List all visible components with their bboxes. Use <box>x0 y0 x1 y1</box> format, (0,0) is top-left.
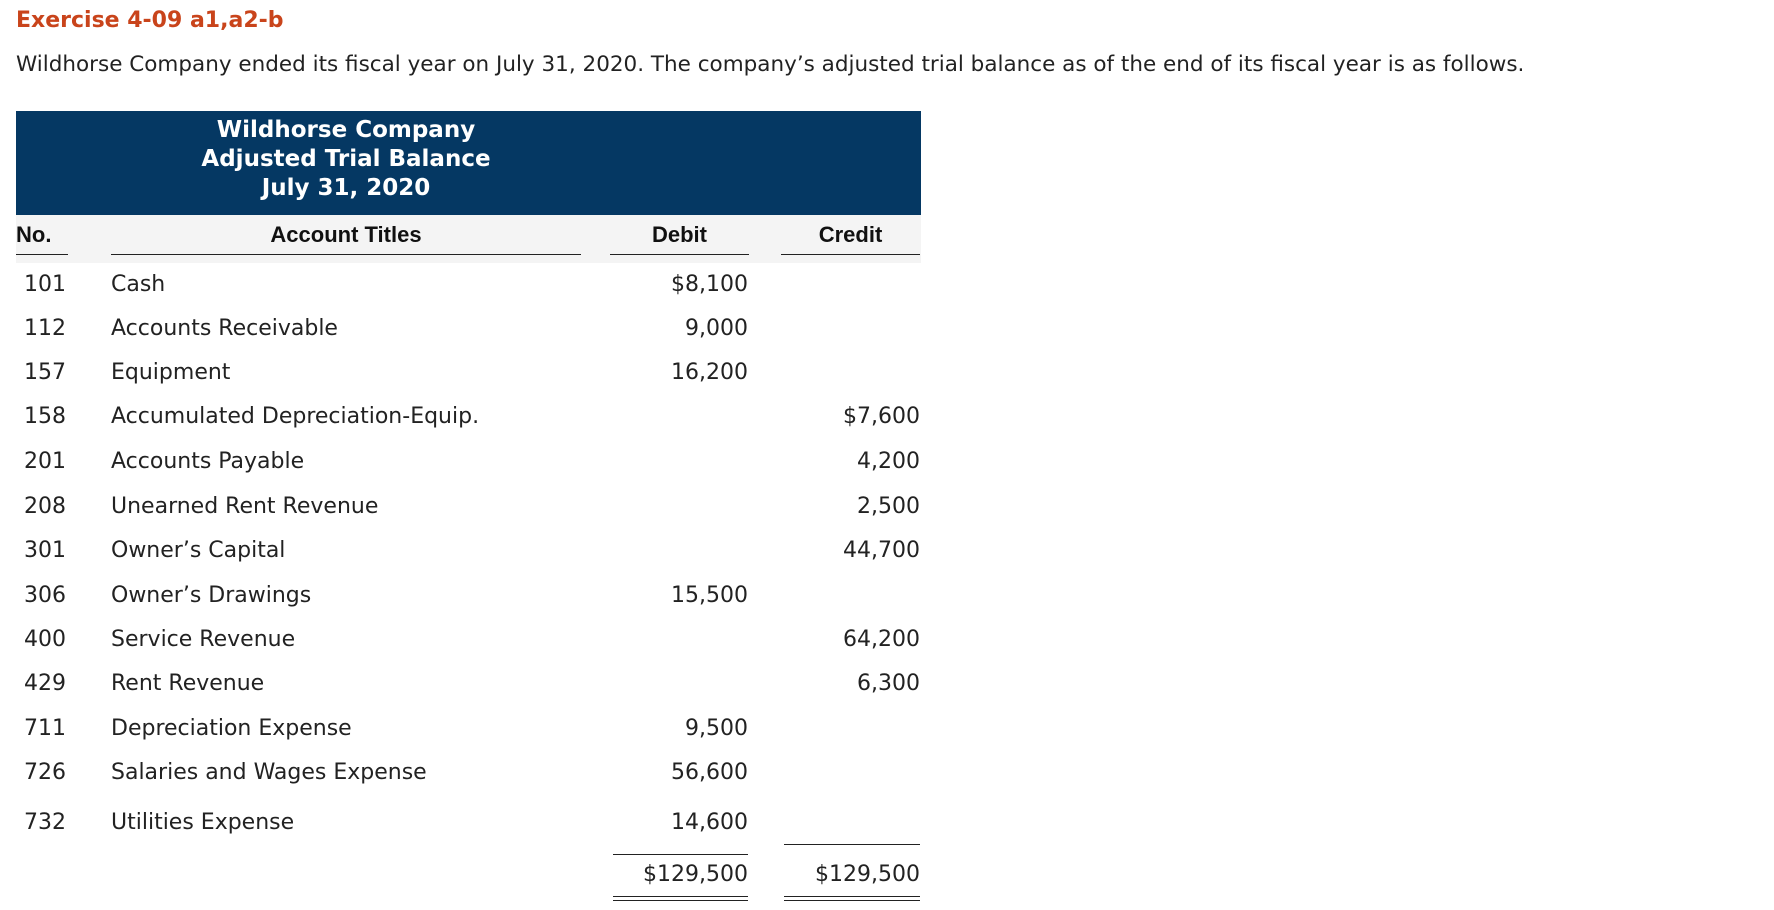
table-row <box>0 360 1000 400</box>
debit-amount: 56,600 <box>671 760 748 785</box>
table-row <box>0 583 1000 623</box>
debit-amount: 16,200 <box>671 360 748 385</box>
account-title: Unearned Rent Revenue <box>111 494 379 519</box>
credit-amount: 44,700 <box>843 538 920 563</box>
credit-amount: 64,200 <box>843 627 920 652</box>
trial-balance-header <box>16 111 921 215</box>
debit-amount: 15,500 <box>671 583 748 608</box>
credit-amount: 4,200 <box>857 449 920 474</box>
table-row <box>0 404 1000 444</box>
table-row <box>0 494 1000 534</box>
account-number: 101 <box>24 272 66 297</box>
column-header-debit: Debit <box>610 222 749 255</box>
account-number: 732 <box>24 810 66 835</box>
account-number: 301 <box>24 538 66 563</box>
account-number: 306 <box>24 583 66 608</box>
account-number: 400 <box>24 627 66 652</box>
table-row <box>0 449 1000 489</box>
account-title: Salaries and Wages Expense <box>111 760 427 785</box>
table-row <box>0 760 1000 800</box>
account-title: Accounts Payable <box>111 449 305 474</box>
account-title: Cash <box>111 272 166 297</box>
table-row <box>0 538 1000 578</box>
credit-amount: $7,600 <box>843 404 920 429</box>
credit-subtotal-rule <box>784 844 920 845</box>
debit-amount: $8,100 <box>671 272 748 297</box>
total-debit: $129,500 <box>643 862 748 887</box>
credit-amount: 2,500 <box>857 494 920 519</box>
debit-amount: 9,500 <box>685 716 748 741</box>
table-row <box>0 272 1000 312</box>
account-number: 112 <box>24 316 66 341</box>
account-title: Owner’s Capital <box>111 538 286 563</box>
account-title: Depreciation Expense <box>111 716 352 741</box>
account-number: 429 <box>24 671 66 696</box>
account-title: Accounts Receivable <box>111 316 338 341</box>
account-number: 726 <box>24 760 66 785</box>
debit-total-double-rule <box>613 896 748 901</box>
credit-amount: 6,300 <box>857 671 920 696</box>
account-number: 208 <box>24 494 66 519</box>
table-row <box>0 671 1000 711</box>
debit-subtotal-rule <box>613 854 748 855</box>
total-credit: $129,500 <box>815 862 920 887</box>
credit-total-double-rule <box>784 896 920 901</box>
statement-name: Adjusted Trial Balance <box>201 146 491 172</box>
column-header-no: No. <box>16 222 68 255</box>
column-header-credit: Credit <box>781 222 920 255</box>
account-title: Utilities Expense <box>111 810 295 835</box>
account-number: 711 <box>24 716 66 741</box>
account-title: Rent Revenue <box>111 671 265 696</box>
account-title: Accumulated Depreciation-Equip. <box>111 404 480 429</box>
column-header-account-titles: Account Titles <box>111 222 581 255</box>
account-number: 157 <box>24 360 66 385</box>
account-title: Service Revenue <box>111 627 296 652</box>
exercise-title: Exercise 4-09 a1,a2-b <box>16 8 284 33</box>
statement-date: July 31, 2020 <box>261 175 431 201</box>
debit-amount: 9,000 <box>685 316 748 341</box>
account-number: 158 <box>24 404 66 429</box>
table-row <box>0 627 1000 667</box>
intro-text: Wildhorse Company ended its fiscal year on July 31, 2020. The company’s adjusted trial balance as of the end of its fiscal year is as follows. <box>16 52 1525 77</box>
company-name: Wildhorse Company <box>216 117 476 143</box>
account-title: Owner’s Drawings <box>111 583 312 608</box>
table-row <box>0 716 1000 756</box>
table-row <box>0 316 1000 356</box>
account-title: Equipment <box>111 360 231 385</box>
account-number: 201 <box>24 449 66 474</box>
debit-amount: 14,600 <box>671 810 748 835</box>
